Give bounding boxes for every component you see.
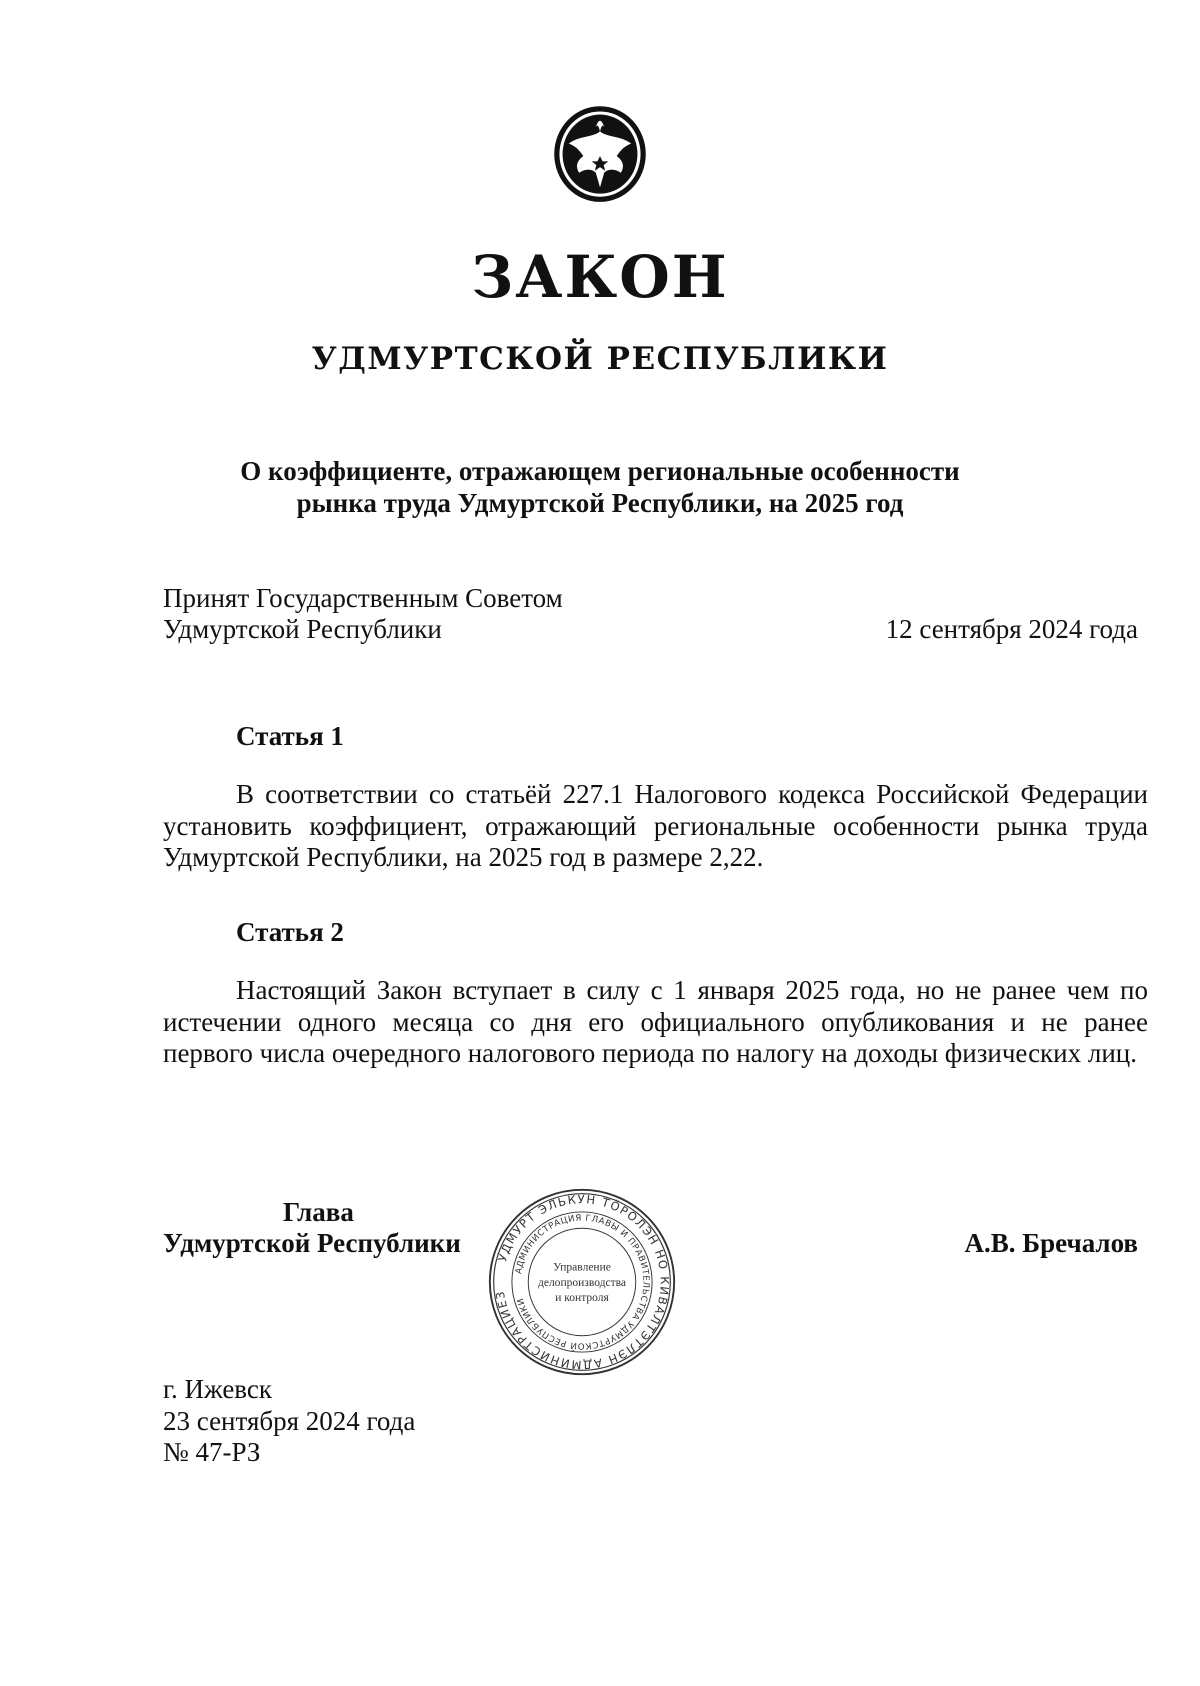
adoption-line-1: Принят Государственным Советом bbox=[163, 583, 563, 613]
adoption-line-2: Удмуртской Республики bbox=[163, 614, 442, 644]
coat-of-arms-emblem bbox=[548, 100, 652, 204]
stamp-center-line-3: и контроля bbox=[555, 1292, 609, 1305]
law-title-line-2: рынка труда Удмуртской Республики, на 2025 год bbox=[296, 488, 904, 518]
law-title bbox=[150, 455, 1050, 519]
document-title: ЗАКОН bbox=[471, 243, 729, 311]
article-1-text: В соответствии со статьёй 227.1 Налогового кодекса Российской Федерации установить коэффициент, отражающий региональные особенности рынка труда Удмуртской Республики, на 2025 год в размере 2,22. bbox=[163, 779, 1148, 872]
signatory-position-line-1: Глава bbox=[283, 1197, 354, 1227]
document-subtitle: УДМУРТСКОЙ РЕСПУБЛИКИ bbox=[311, 341, 889, 377]
law-title-line-1: О коэффициенте, отражающем региональные особенности bbox=[240, 456, 960, 486]
adoption-body bbox=[163, 583, 563, 645]
stamp-center-line-2: делопроизводства bbox=[537, 1276, 627, 1289]
stamp-outer-text: УДМУРТ ЭЛЬКУН ТӦРОЛЭН НО КИВАЛТЭТЛЭН АДМИНИСТРАЦИЕЗ bbox=[492, 1192, 672, 1372]
article-2-text: Настоящий Закон вступает в силу с 1 января 2025 года, но не ранее чем по истечении одного месяца со дня его официального опубликования и не ранее первого числа очередного налогового периода по налогу на доходы физических лиц. bbox=[163, 975, 1148, 1068]
footer-number: № 47-РЗ bbox=[163, 1437, 261, 1467]
signatory-position-line-2: Удмуртской Республики bbox=[163, 1228, 461, 1258]
stamp-center-line-1: Управление bbox=[553, 1261, 611, 1274]
article-2-heading: Статья 2 bbox=[236, 917, 344, 947]
signatory-name: А.В. Бречалов bbox=[964, 1228, 1138, 1258]
official-seal-stamp bbox=[486, 1186, 678, 1378]
stamp-inner-text: АДМИНИСТРАЦИЯ ГЛАВЫ И ПРАВИТЕЛЬСТВА УДМУРТСКОЙ РЕСПУБЛИКИ bbox=[514, 1213, 651, 1351]
footer-date: 23 сентября 2024 года bbox=[163, 1405, 416, 1436]
signatory-position bbox=[163, 1197, 461, 1259]
article-1-heading: Статья 1 bbox=[236, 721, 344, 751]
footer-city: г. Ижевск bbox=[163, 1374, 273, 1404]
document-footer bbox=[163, 1374, 415, 1469]
adoption-date: 12 сентября 2024 года bbox=[885, 614, 1138, 644]
